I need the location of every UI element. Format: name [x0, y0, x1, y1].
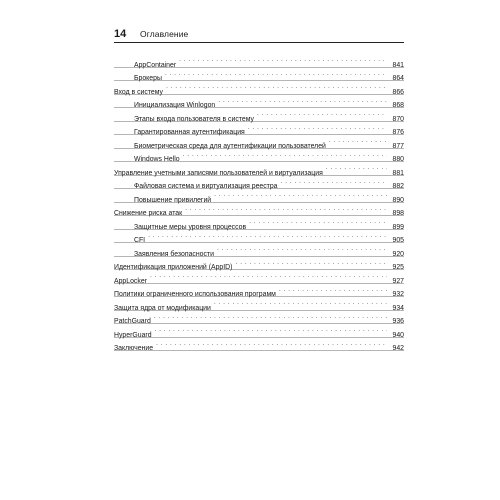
toc-entry-page: 932 [392, 291, 404, 298]
dot-leader [156, 338, 387, 351]
toc-entry-page: 899 [392, 223, 404, 231]
dot-leader [185, 203, 387, 216]
toc-entry-title: Брокеры [134, 75, 162, 82]
toc-entry[interactable] [114, 230, 404, 244]
toc-entry-page: 934 [392, 304, 404, 312]
toc-entry-title: Вход в систему [114, 88, 163, 96]
toc-entry-title: Защитные меры уровня процессов [134, 223, 247, 231]
toc-entry-title: Этапы входа пользователя в систему [134, 115, 254, 123]
toc-entry-title: Биометрическая среда для аутентификации пользователей [134, 142, 326, 150]
toc-entry-title: Снижение риска атак [114, 210, 183, 217]
toc-entry[interactable] [114, 270, 404, 284]
toc-entry-title: Политики ограниченного использования программ [114, 291, 276, 298]
toc-entry-title: Заключение [114, 345, 154, 352]
toc-entry-page: 927 [392, 277, 404, 285]
toc-entry-title: PatchGuard [114, 318, 151, 325]
page-number: 14 [114, 28, 127, 40]
dot-leader [326, 162, 387, 175]
toc-entry-page: 881 [392, 169, 404, 177]
dot-leader [148, 230, 387, 243]
toc-entry-title: Файловая система и виртуализация реестра [134, 183, 278, 190]
toc-entry-page: 940 [392, 331, 404, 339]
toc-entry[interactable] [114, 243, 404, 257]
toc-entry-page: 920 [392, 250, 404, 258]
dot-leader [165, 68, 387, 81]
dot-leader [166, 81, 387, 94]
toc-entry[interactable] [114, 311, 404, 325]
dot-leader [150, 270, 387, 283]
dot-leader [154, 311, 387, 324]
toc-entry-page: 866 [392, 88, 404, 96]
dot-leader [218, 95, 387, 108]
dot-leader [279, 284, 387, 297]
running-head-title: Оглавление [140, 29, 189, 39]
toc-entry-page: 876 [392, 129, 404, 136]
toc-entry-title: AppContainer [134, 61, 177, 69]
toc-entry-page: 898 [392, 210, 404, 217]
toc-entry-page: 890 [392, 196, 404, 204]
dot-leader [155, 324, 387, 337]
dot-leader [214, 297, 387, 310]
dot-leader [281, 176, 388, 189]
toc-entry[interactable] [114, 54, 404, 68]
toc-entry-page: 882 [392, 183, 404, 190]
dot-leader [183, 149, 387, 162]
toc-entry-page: 877 [392, 142, 404, 150]
toc-entry-page: 936 [392, 318, 404, 325]
toc-entry-title: Заявления безопасности [134, 250, 214, 258]
toc-entry-page: 864 [392, 75, 404, 82]
toc-entry-page: 870 [392, 115, 404, 123]
toc-entry-page: 925 [392, 264, 404, 271]
dot-leader [248, 122, 387, 135]
toc-entry-page: 880 [392, 156, 404, 163]
dot-leader [257, 108, 387, 121]
toc-entry-title: Идентификация приложений (AppID) [114, 264, 233, 271]
dot-leader [329, 135, 387, 148]
dot-leader [249, 216, 387, 229]
toc-entry-title: Повышение привилегий [134, 196, 212, 204]
toc-entry-title: HyperGuard [114, 331, 152, 339]
toc-entry-title: Гарантированная аутентификация [134, 129, 245, 136]
running-head [114, 26, 404, 43]
toc-entry[interactable] [114, 324, 404, 338]
toc-entry-page: 942 [392, 345, 404, 352]
dot-leader [214, 189, 387, 202]
toc-entry-page: 905 [392, 237, 404, 244]
toc-entry-page: 841 [392, 61, 404, 69]
toc-entry-title: Управление учетными записями пользователей и виртуализация [114, 169, 323, 177]
toc-entry-title: Защита ядра от модификации [114, 304, 211, 312]
table-of-contents [114, 54, 404, 351]
toc-entry[interactable] [114, 284, 404, 298]
dot-leader [179, 54, 387, 67]
dot-leader [217, 243, 387, 256]
toc-entry[interactable] [114, 338, 404, 352]
toc-entry-title: Инициализация Winlogon [134, 102, 216, 109]
toc-entry-title: AppLocker [114, 277, 147, 285]
dot-leader [235, 257, 387, 270]
toc-entry-title: CFI [134, 237, 146, 244]
toc-entry-page: 868 [392, 102, 404, 109]
toc-entry-title: Windows Hello [134, 156, 180, 163]
